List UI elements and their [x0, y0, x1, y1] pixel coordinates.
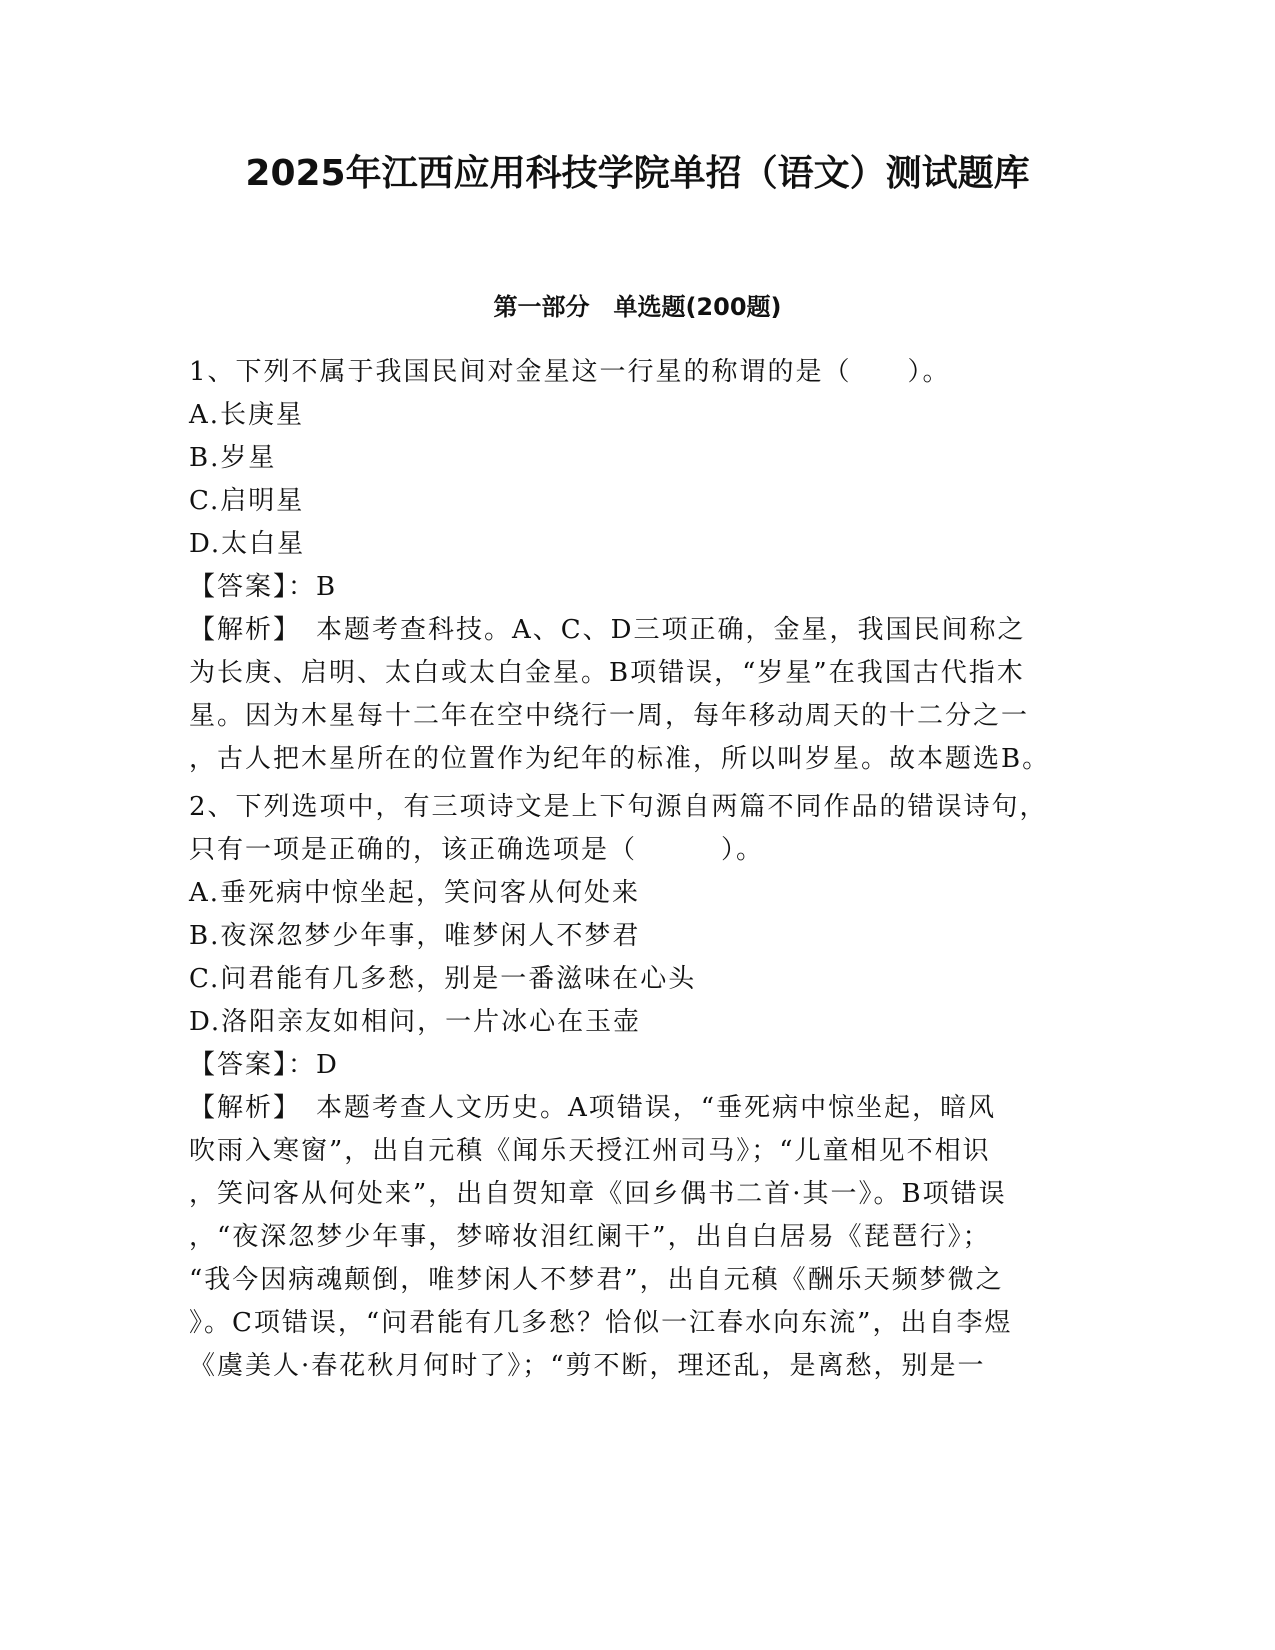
question-stem: 只有一项是正确的，该正确选项是（ ）。: [189, 835, 765, 865]
answer-line: 【答案】：D: [189, 1050, 339, 1080]
analysis-line: “我今因病魂颠倒，唯梦闲人不梦君”，出自元稹《酬乐天频梦微之: [189, 1265, 1004, 1295]
option-b: B.夜深忽梦少年事，唯梦闲人不梦君: [189, 921, 641, 951]
question-stem: 1、下列不属于我国民间对金星这一行星的称谓的是（ ）。: [189, 357, 951, 387]
answer-line: 【答案】：B: [189, 572, 338, 602]
option-a: A.长庚星: [189, 400, 305, 430]
analysis-line: 【解析】 本题考查人文历史。A项错误，“垂死病中惊坐起，暗风: [189, 1093, 997, 1123]
analysis-line: 为长庚、启明、太白或太白金星。B项错误，“岁星”在我国古代指木: [189, 658, 1025, 688]
question-list: [189, 351, 1089, 1393]
analysis-line: 《虞美人·春花秋月何时了》；“剪不断，理还乱，是离愁，别是一: [189, 1351, 986, 1381]
analysis-line: ，古人把木星所在的位置作为纪年的标准，所以叫岁星。故本题选B。: [189, 744, 1051, 774]
section-heading: 第一部分 单选题(200题): [493, 293, 782, 321]
analysis-line: ，“夜深忽梦少年事，梦啼妆泪红阑干”，出自白居易《琵琶行》；: [189, 1222, 991, 1252]
document-title: 2025年江西应用科技学院单招（语文）测试题库: [245, 153, 1030, 194]
analysis-line: 星。因为木星每十二年在空中绕行一周，每年移动周天的十二分之一: [189, 701, 1030, 731]
option-c: C.问君能有几多愁，别是一番滋味在心头: [189, 964, 697, 994]
option-d: D.洛阳亲友如相问，一片冰心在玉壶: [189, 1007, 642, 1037]
question-2: [189, 786, 1089, 1388]
analysis-line: ，笑问客从何处来”，出自贺知章《回乡偶书二首·其一》。B项错误: [189, 1179, 1007, 1209]
option-b: B.岁星: [189, 443, 277, 473]
question-stem: 2、下列选项中，有三项诗文是上下句源自两篇不同作品的错误诗句，: [189, 792, 1048, 822]
analysis-line: 【解析】 本题考查科技。A、C、D三项正确，金星，我国民间称之: [189, 615, 1026, 645]
option-a: A.垂死病中惊坐起，笑问客从何处来: [189, 878, 641, 908]
analysis-line: 》。C项错误，“问君能有几多愁？恰似一江春水向东流”，出自李煜: [189, 1308, 1013, 1338]
question-1: [189, 351, 1089, 781]
option-d: D.太白星: [189, 529, 306, 559]
option-c: C.启明星: [189, 486, 305, 516]
analysis-line: 吹雨入寒窗”，出自元稹《闻乐天授江州司马》；“儿童相见不相识: [189, 1136, 991, 1166]
